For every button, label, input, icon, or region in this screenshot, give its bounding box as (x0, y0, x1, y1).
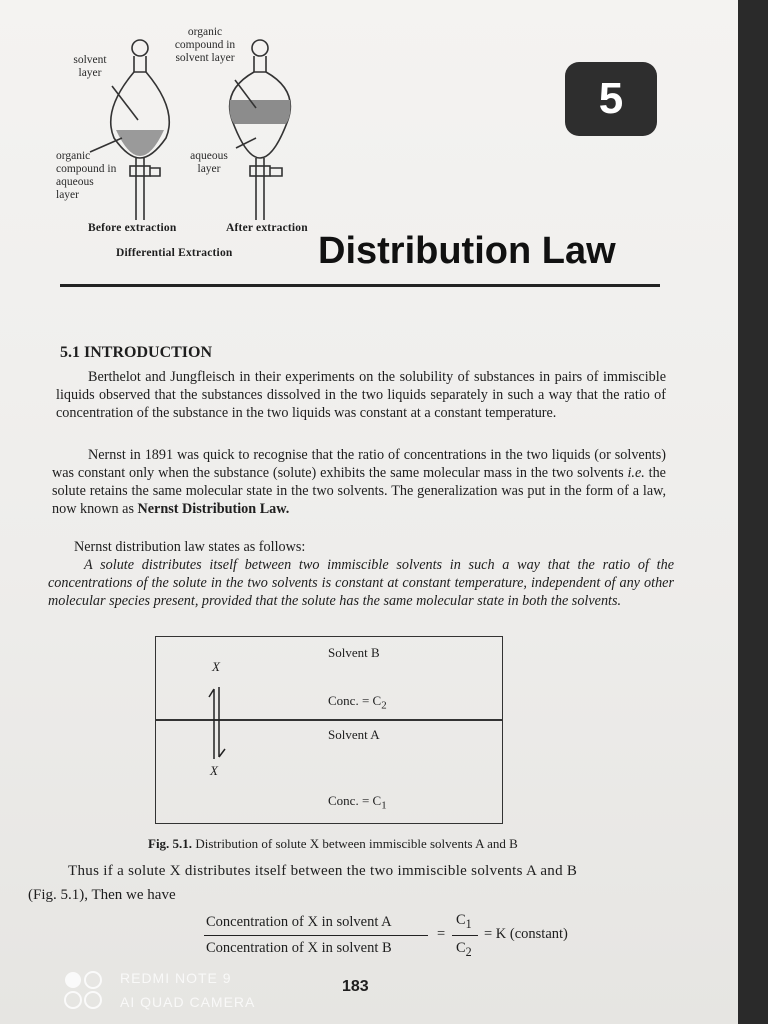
eq-denominator: Concentration of X in solvent B (206, 940, 392, 956)
solvent-a-label: Solvent A (328, 727, 380, 742)
label-before-extraction: Before extraction (88, 222, 177, 234)
equilibrium-arrows-icon (204, 683, 234, 763)
law-statement: A solute distributes itself between two immiscible solvents in such a way that the ratio of the concentrations of the solute in the two solvents is constant at constant temperature, independent of any other molecular species present, provided that the solute has the same molecular state in both the solvents. (48, 557, 674, 609)
label-after-extraction: After extraction (226, 222, 308, 234)
solvent-b-label: Solvent B (328, 645, 380, 660)
figure-5-1 (155, 636, 503, 824)
eq-c1: $C_1$ (456, 912, 472, 931)
eq-numerator: Concentration of X in solvent A (206, 914, 392, 930)
solute-x-bottom: X (210, 763, 218, 778)
p2-text-b: the solute retains the same molecular state in the two solvents. The generalization was put in the form of a law, now known as (52, 465, 666, 517)
eq-rhs: = K (constant) (484, 926, 568, 942)
eq-equals: = (437, 926, 446, 942)
page-number: 183 (342, 978, 369, 995)
chapter-title: Distribution Law (318, 230, 616, 272)
solute-x-top: X (212, 659, 220, 674)
p2-ie: i.e. (627, 465, 645, 481)
funnel-after (230, 40, 291, 220)
label-aqueous-layer: aqueous layer (190, 150, 228, 175)
conc-a: Conc. = $C_1$ (328, 793, 387, 812)
paragraph-2 (52, 446, 666, 518)
diagram-caption: Differential Extraction (116, 247, 233, 259)
watermark-line-1: REDMI NOTE 9 (120, 970, 232, 986)
title-rule (60, 284, 660, 287)
paragraph-3: Nernst distribution law states as follows: (74, 539, 306, 555)
after-figure-line-2: (Fig. 5.1), Then we have (28, 887, 176, 903)
after-figure-line-1: Thus if a solute X distributes itself between the two immiscible solvents A and B (68, 863, 578, 879)
label-organic-in-aqueous: organic compound in aqueous layer (56, 150, 117, 201)
label-organic-in-solvent: organic compound in solvent layer (174, 26, 236, 64)
paragraph-1: Berthelot and Jungfleisch in their experiments on the solubility of substances in pairs of immiscible liquids observed that the substances dissolved in the two liquids separately in such a way that the ratio of concentration of the substance in the two liquids was constant at a constant temperature. (56, 369, 666, 421)
chapter-number-badge: 5 (565, 62, 657, 136)
eq-c-fraction-line (452, 935, 478, 936)
figure-caption: Fig. 5.1. Distribution of solute X between immiscible solvents A and B (148, 836, 518, 851)
camera-logo-icon (62, 970, 108, 1010)
eq-c2: $C_2$ (456, 940, 472, 959)
p2-bold: Nernst Distribution Law. (137, 501, 290, 517)
conc-b: Conc. = $C_2$ (328, 693, 387, 712)
watermark-line-2: AI QUAD CAMERA (120, 994, 256, 1010)
label-solvent-layer: solvent layer (73, 54, 107, 79)
section-heading: 5.1 INTRODUCTION (60, 344, 213, 361)
p2-text-a: Nernst in 1891 was quick to recognise that the ratio of concentrations in the two liquids (or solvents) was constant only when the substance (solute) exhibits the same molecular mass in the two solvents (52, 447, 666, 481)
eq-fraction-line (204, 935, 428, 936)
